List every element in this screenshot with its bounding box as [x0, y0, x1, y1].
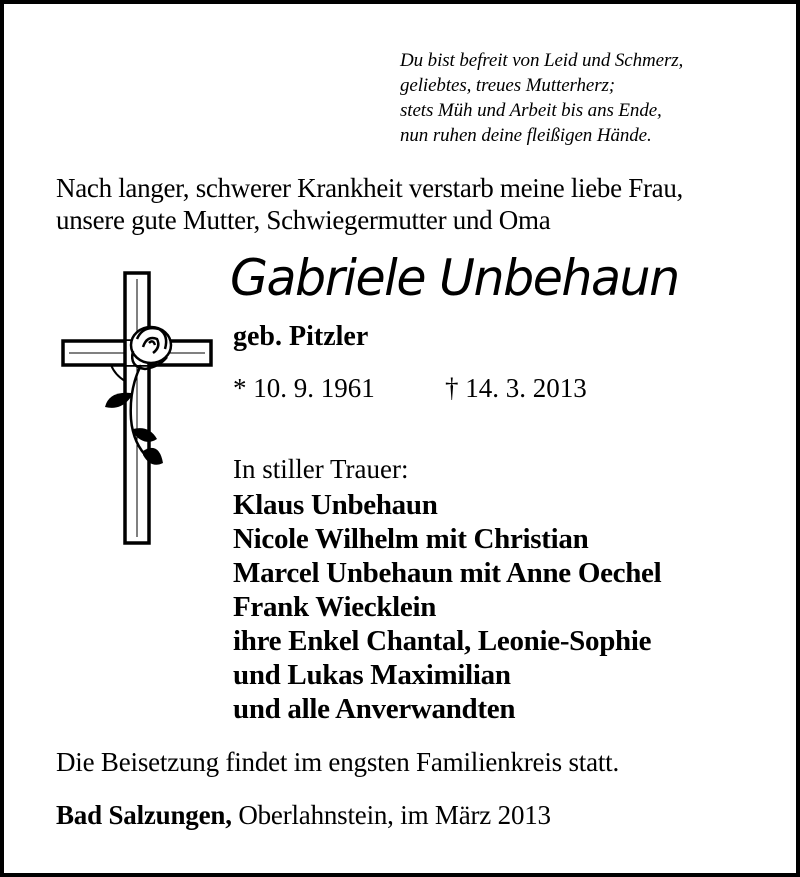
cross-with-rose-icon	[59, 269, 219, 549]
mourners-list	[233, 488, 661, 726]
mourner-name: Klaus Unbehaun	[233, 489, 438, 521]
mourner-name: Nicole Wilhelm mit Christian	[233, 523, 589, 555]
mourner-name: ihre Enkel Chantal, Leonie-Sophie	[233, 625, 652, 657]
poem-line: stets Müh und Arbeit bis ans Ende,	[400, 100, 662, 121]
funeral-note: Die Beisetzung findet im engsten Familienkreis statt.	[56, 747, 620, 777]
birth-date: * 10. 9. 1961	[233, 373, 375, 403]
life-dates	[233, 370, 587, 406]
poem-line: geliebtes, treues Mutterherz;	[400, 75, 616, 96]
deceased-name: Gabriele Unbehaun	[230, 249, 679, 307]
poem-line: Du bist befreit von Leid und Schmerz,	[400, 50, 684, 71]
memorial-poem	[400, 48, 683, 148]
mourner-name: Frank Wiecklein	[233, 591, 437, 623]
poem-line: nun ruhen deine fleißigen Hände.	[400, 125, 652, 146]
place-primary: Bad Salzungen,	[56, 800, 232, 830]
death-date: † 14. 3. 2013	[445, 373, 587, 403]
announcement-intro	[56, 172, 683, 236]
intro-line: Nach langer, schwerer Krankheit verstarb meine liebe Frau,	[56, 173, 683, 203]
mourning-label: In stiller Trauer:	[233, 454, 409, 484]
mourner-name: Marcel Unbehaun mit Anne Oechel	[233, 557, 662, 589]
mourner-name: und Lukas Maximilian	[233, 659, 511, 691]
place-rest: Oberlahnstein, im März 2013	[231, 800, 551, 830]
mourner-name: und alle Anverwandten	[233, 693, 516, 725]
birth-name: geb. Pitzler	[233, 321, 369, 352]
intro-line: unsere gute Mutter, Schwiegermutter und Oma	[56, 205, 551, 235]
place-and-date	[56, 797, 551, 833]
